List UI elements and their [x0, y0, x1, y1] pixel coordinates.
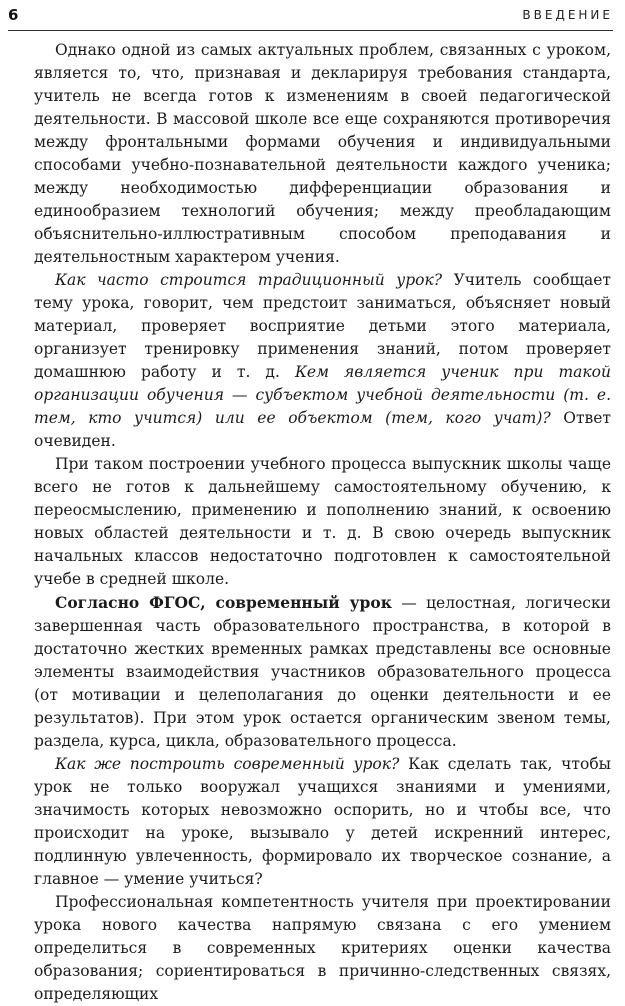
bold-term: Согласно ФГОС, современный урок	[55, 593, 392, 612]
paragraph-text: Ответ очевиден.	[34, 409, 611, 450]
italic-question: Как часто строится традиционный урок?	[55, 271, 443, 289]
paragraph-modern-lesson	[34, 753, 611, 891]
text-body	[34, 39, 611, 1006]
page-number: 6	[8, 6, 19, 24]
paragraph-competence: Профессиональная компетентность учителя при проектировании урока нового качества напрямую связана с его умением определиться в современных критериях оценки качества образования; сориентироваться в причинно-следственных связях, определяющих	[34, 893, 611, 1003]
italic-question: Как же построить современный урок?	[55, 755, 400, 773]
paragraph-problems: Однако одной из самых актуальных проблем, связанных с уроком, является то, что, признавая и декларируя требования стандарта, учитель не всегда готов к изменениям в своей педагогической деятельности. В массовой школе все еще сохраняются противоречия между фронтальными формами обучения и индивидуальными способами учебно-познавательной деятельности каждого ученика; между необходимостью дифференциации образования и единообразием технологий обучения; между преобладающим объяснительно-иллюстративным способом преподавания и деятельностным характером учения.	[34, 41, 611, 266]
paragraph-traditional-lesson	[34, 269, 611, 453]
paragraph-graduate: При таком построении учебного процесса выпускник школы чаще всего не готов к дальнейшему самостоятельному обучению, к переосмыслению, применению и пополнению знаний, к освоению новых областей деятельности и т. д. В свою очередь выпускник начальных классов недостаточно подготовлен к самостоятельной учебе в средней школе.	[34, 455, 611, 588]
section-title: ВВЕДЕНИЕ	[522, 8, 613, 22]
paragraph-text: Учитель сообщает тему урока, говорит, чем предстоит заниматься, объясняет новый материал, проверяет восприятие детьми этого материала, организует тренировку применения знаний, потом проверяет домашнюю работу и т. д.	[34, 271, 611, 381]
running-head	[8, 6, 613, 28]
paragraph-fgos-definition	[34, 591, 611, 753]
paragraph-text: Как сделать так, чтобы урок не только вооружал учащихся знаниями и умениями, значимость которых невозможно оспорить, но и чтобы все, что происходит на уроке, вызывало у детей искренний интерес, подлинную увлеченность, формировало их творческое сознание, а главное — умение учиться?	[34, 755, 611, 888]
italic-question: Кем является ученик при такой организации обучения — субъектом учебной деятельности (т. е. тем, кто учится) или ее объектом (тем, кого учат)?	[34, 363, 611, 427]
paragraph-text: — целостная, логически завершенная часть образовательного пространства, в которой в достаточно жестких временных рамках представлены все основные элементы взаимодействия участников образовательного процесса (от мотивации и целеполагания до оценки деятельности и ее результатов). При этом урок остается органическим звеном темы, раздела, курса, цикла, образовательного процесса.	[34, 594, 611, 750]
header-rule	[8, 30, 613, 31]
